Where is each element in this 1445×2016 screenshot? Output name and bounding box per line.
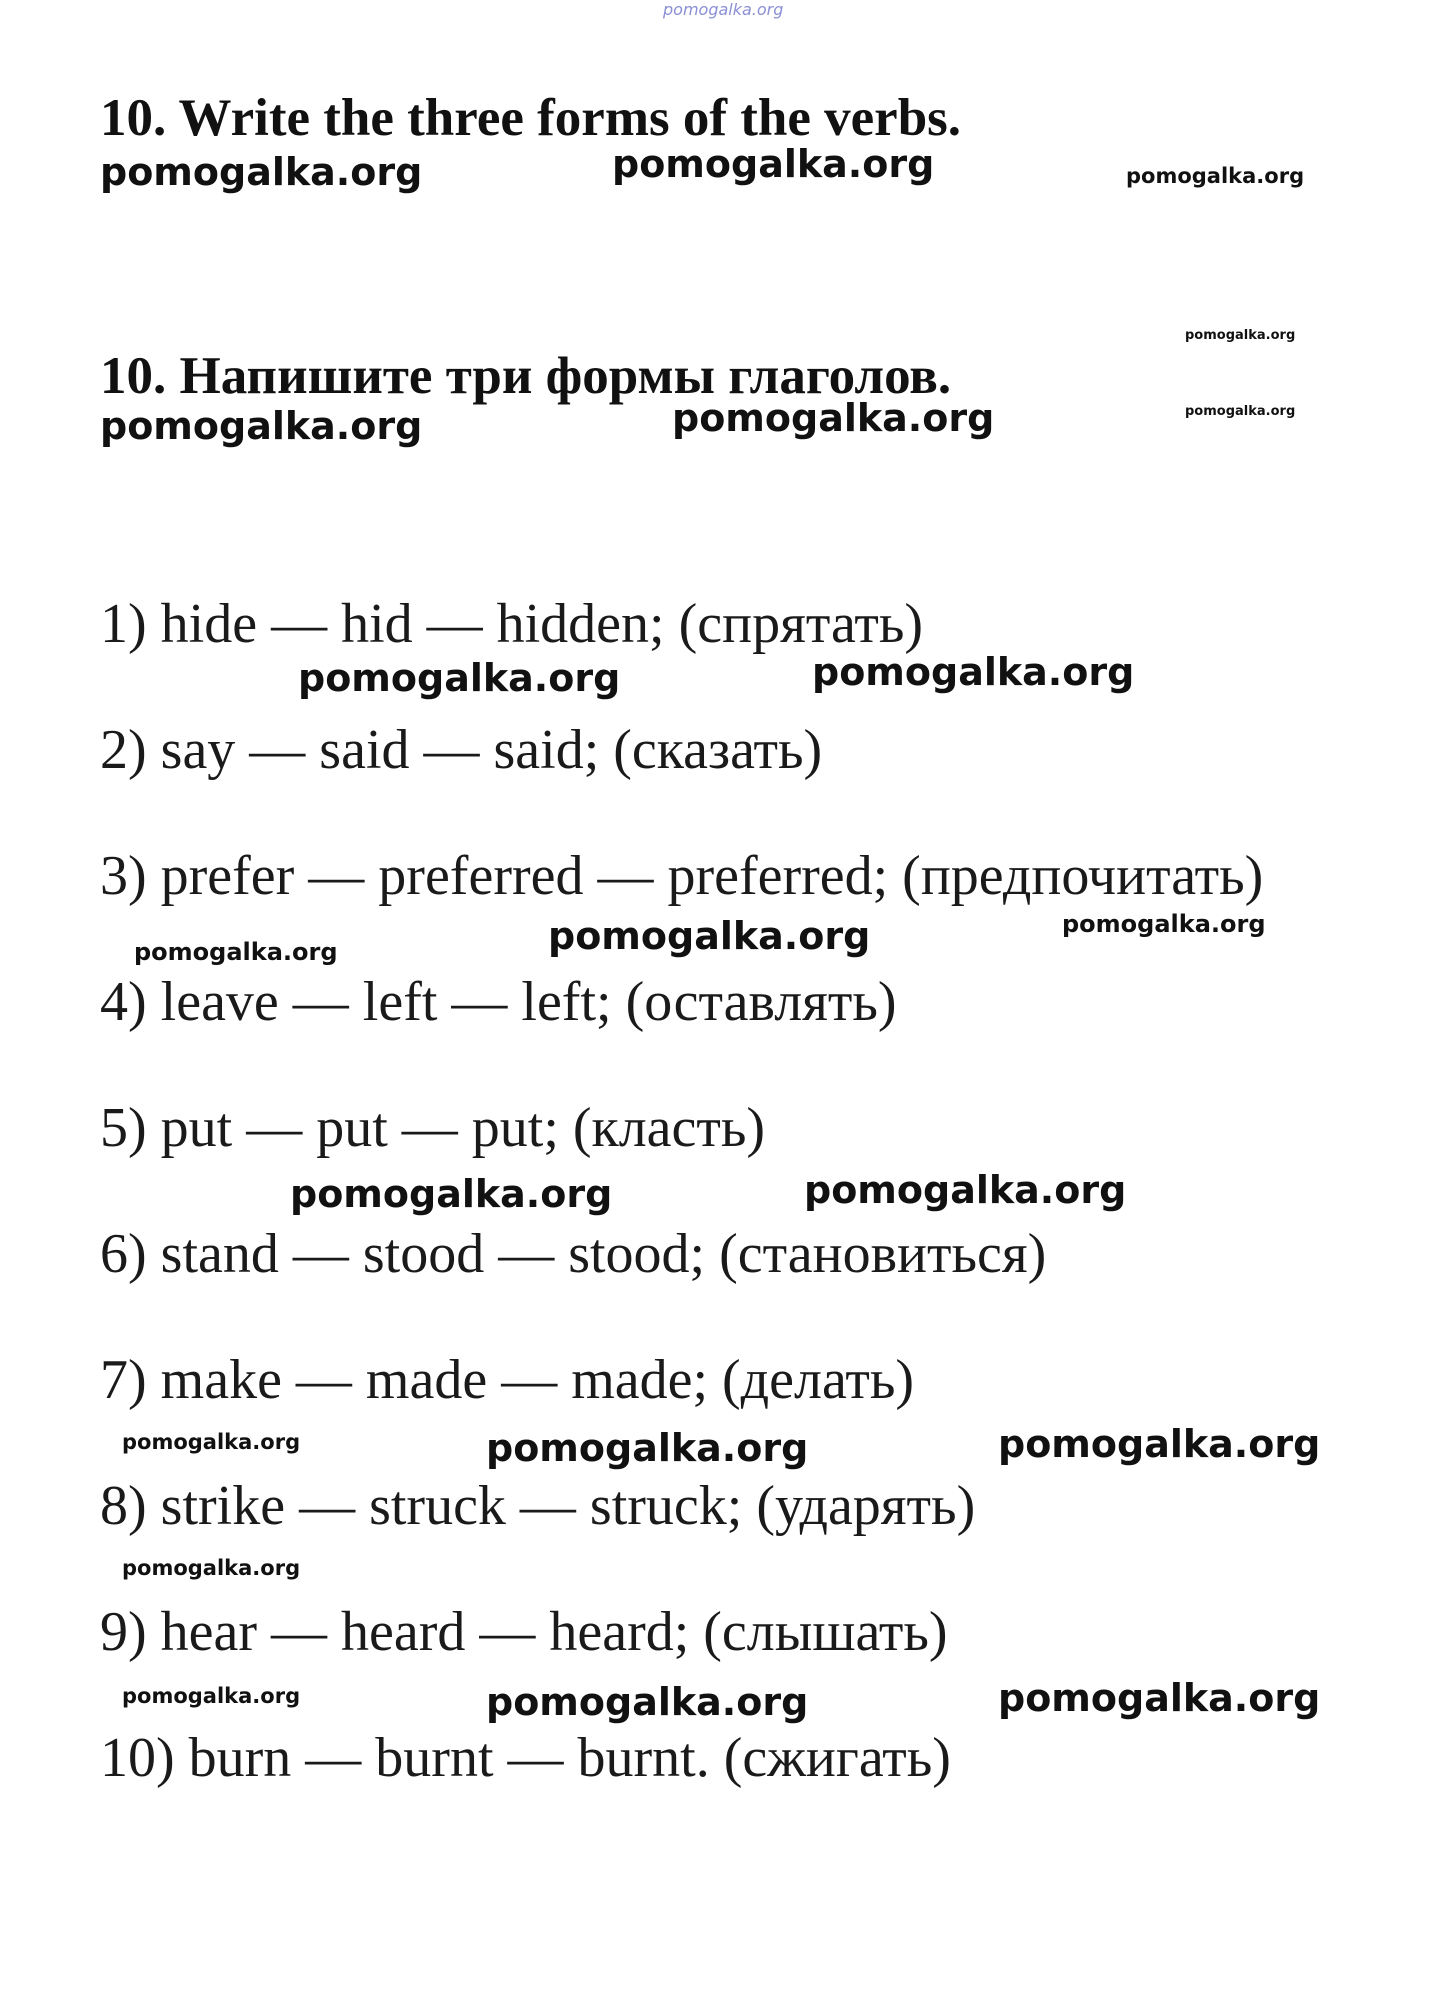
watermark: pomogalka.org bbox=[812, 650, 1135, 694]
watermark: pomogalka.org bbox=[486, 1426, 809, 1470]
watermark: pomogalka.org bbox=[1185, 404, 1296, 419]
watermark: pomogalka.org bbox=[548, 914, 871, 958]
watermark: pomogalka.org bbox=[1126, 164, 1305, 188]
answer-line-4: 4) leave — left — left; (оставлять) bbox=[100, 971, 897, 1033]
answer-line-10: 10) burn — burnt — burnt. (сжигать) bbox=[100, 1727, 951, 1789]
watermark: pomogalka.org bbox=[1185, 328, 1296, 343]
answer-line-9: 9) hear — heard — heard; (слышать) bbox=[100, 1601, 948, 1663]
watermark: pomogalka.org bbox=[122, 1556, 301, 1580]
answer-line-3: 3) prefer — preferred — preferred; (предпочитать) bbox=[100, 845, 1264, 907]
watermark: pomogalka.org bbox=[298, 656, 621, 700]
task-title-russian: 10. Напишите три формы глаголов. bbox=[100, 347, 952, 405]
task-title-english: 10. Write the three forms of the verbs. bbox=[100, 89, 962, 147]
watermark: pomogalka.org bbox=[100, 150, 423, 194]
top-watermark: pomogalka.org bbox=[663, 0, 784, 19]
answer-line-2: 2) say — said — said; (сказать) bbox=[100, 719, 823, 781]
answer-line-6: 6) stand — stood — stood; (становиться) bbox=[100, 1223, 1047, 1285]
answer-line-5: 5) put — put — put; (класть) bbox=[100, 1097, 766, 1159]
watermark: pomogalka.org bbox=[290, 1172, 613, 1216]
watermark: pomogalka.org bbox=[672, 396, 995, 440]
watermark: pomogalka.org bbox=[804, 1168, 1127, 1212]
watermark: pomogalka.org bbox=[134, 938, 338, 966]
answer-line-1: 1) hide — hid — hidden; (спрятать) bbox=[100, 593, 924, 655]
watermark: pomogalka.org bbox=[998, 1422, 1321, 1466]
watermark: pomogalka.org bbox=[998, 1676, 1321, 1720]
answer-line-7: 7) make — made — made; (делать) bbox=[100, 1349, 915, 1411]
watermark: pomogalka.org bbox=[486, 1680, 809, 1724]
watermark: pomogalka.org bbox=[612, 142, 935, 186]
watermark: pomogalka.org bbox=[122, 1430, 301, 1454]
watermark: pomogalka.org bbox=[122, 1684, 301, 1708]
watermark: pomogalka.org bbox=[100, 404, 423, 448]
watermark: pomogalka.org bbox=[1062, 910, 1266, 938]
answer-line-8: 8) strike — struck — struck; (ударять) bbox=[100, 1475, 976, 1537]
